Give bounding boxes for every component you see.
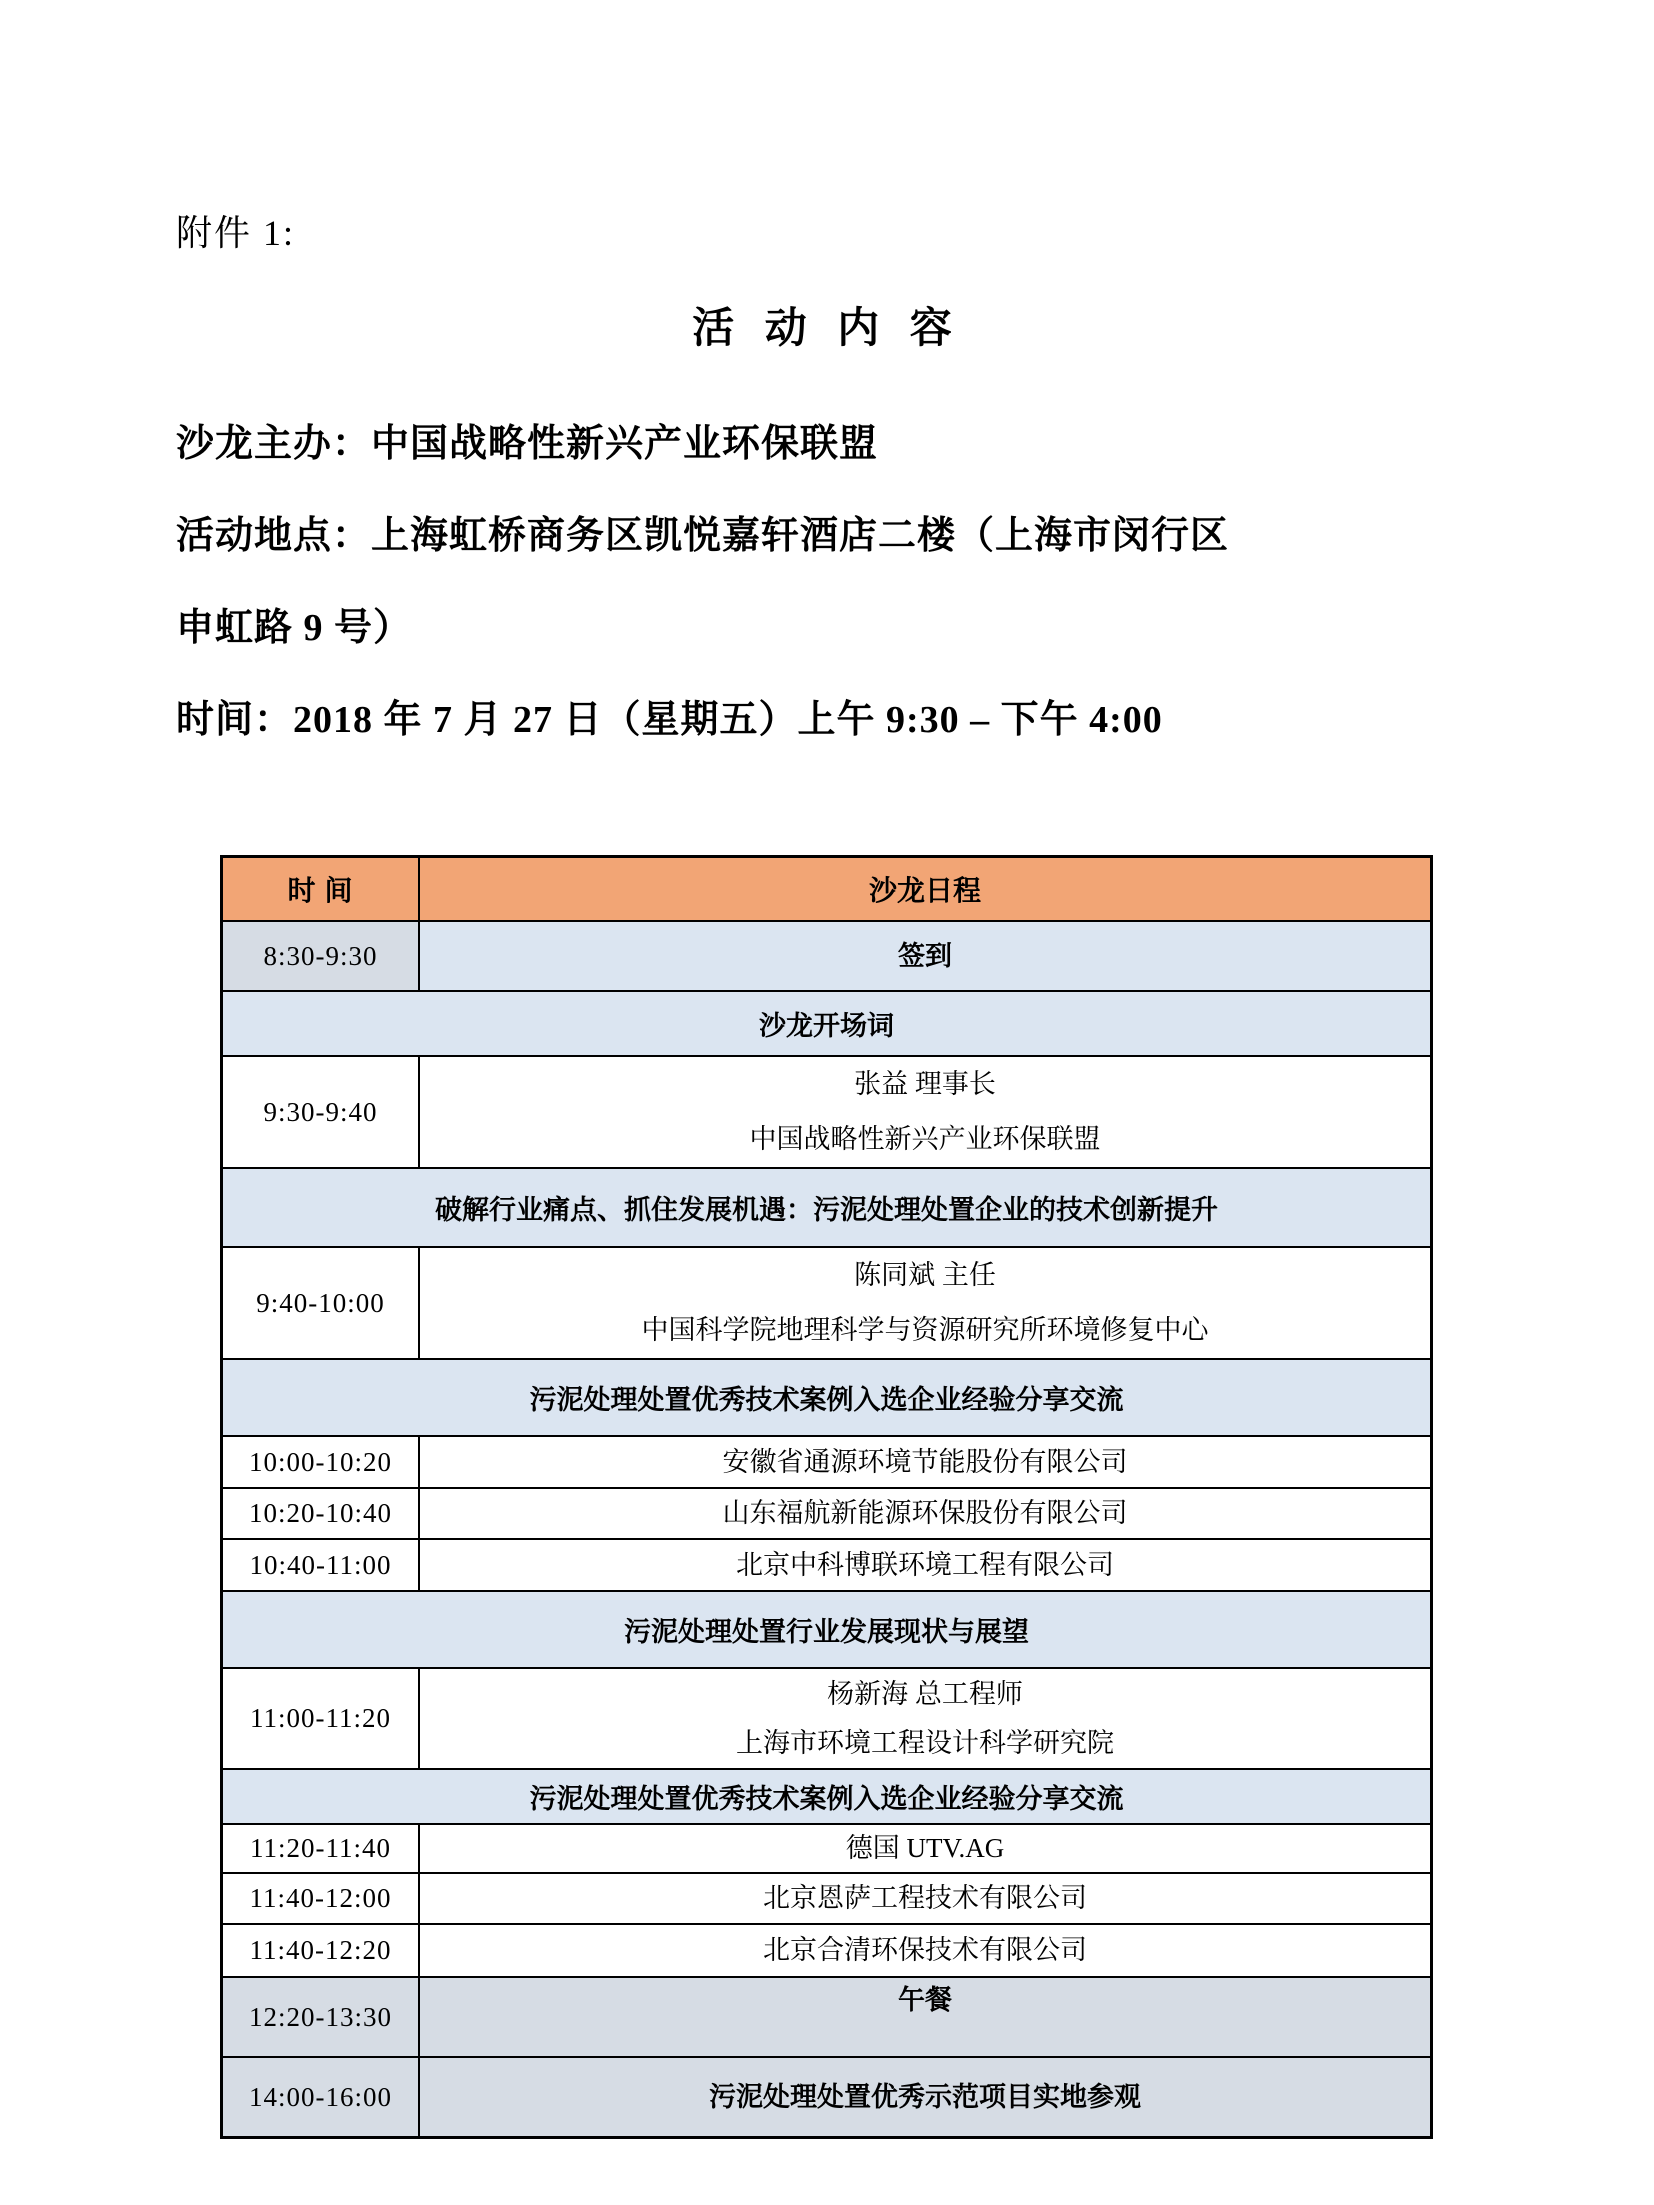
section-cell: 污泥处理处置行业发展现状与展望 xyxy=(624,1617,1029,1647)
table-row xyxy=(223,1167,1430,1246)
table-row xyxy=(223,1872,1430,1923)
time-cell: 14:00-16:00 xyxy=(223,2058,420,2136)
content-cell xyxy=(420,922,1430,990)
cell-line: 陈同斌 主任 xyxy=(854,1260,996,1291)
cell-line: 签到 xyxy=(898,940,952,971)
cell-line: 德国 UTV.AG xyxy=(845,1833,1005,1864)
header-cell-time: 时 间 xyxy=(223,858,420,920)
content-cell xyxy=(420,1489,1430,1538)
intro-block xyxy=(176,398,1486,766)
content-cell xyxy=(420,2058,1430,2136)
cell-line: 污泥处理处置优秀示范项目实地参观 xyxy=(709,2081,1141,2112)
time-cell: 11:20-11:40 xyxy=(223,1825,420,1872)
intro-line-time: 时间：2018 年 7 月 27 日（星期五）上午 9:30 – 下午 4:00 xyxy=(176,699,1163,741)
table-row xyxy=(223,920,1430,990)
time-cell: 8:30-9:30 xyxy=(223,922,420,990)
cell-line: 北京中科博联环境工程有限公司 xyxy=(736,1549,1114,1580)
table-row xyxy=(223,2056,1430,2136)
table-row xyxy=(223,1538,1430,1590)
table-row xyxy=(223,1768,1430,1823)
table-header-row xyxy=(223,858,1430,920)
time-cell: 11:40-12:00 xyxy=(223,1874,420,1923)
content-cell xyxy=(420,1978,1430,2056)
content-cell xyxy=(420,1248,1430,1358)
time-cell: 10:20-10:40 xyxy=(223,1489,420,1538)
cell-line: 午餐 xyxy=(898,1985,952,2015)
content-cell xyxy=(420,1825,1430,1872)
content-cell xyxy=(420,1925,1430,1976)
cell-line: 中国科学院地理科学与资源研究所环境修复中心 xyxy=(641,1315,1209,1346)
attachment-label: 附件 1: xyxy=(176,213,296,253)
section-cell: 沙龙开场词 xyxy=(759,1011,894,1041)
intro-line-address: 申虹路 9 号） xyxy=(176,607,413,649)
cell-line: 中国战略性新兴产业环保联盟 xyxy=(749,1124,1101,1155)
cell-line: 杨新海 总工程师 xyxy=(827,1678,1023,1709)
time-cell: 11:00-11:20 xyxy=(223,1669,420,1768)
content-cell xyxy=(420,1057,1430,1167)
time-cell: 10:00-10:20 xyxy=(223,1437,420,1487)
table-row xyxy=(223,1435,1430,1487)
cell-line: 北京恩萨工程技术有限公司 xyxy=(763,1883,1087,1914)
table-row xyxy=(223,1590,1430,1667)
time-cell: 12:20-13:30 xyxy=(223,1978,420,2056)
cell-line: 张益 理事长 xyxy=(854,1069,996,1100)
table-row xyxy=(223,1055,1430,1167)
table-row xyxy=(223,1246,1430,1358)
table-row xyxy=(223,1976,1430,2056)
cell-line: 安徽省通源环境节能股份有限公司 xyxy=(722,1446,1128,1477)
cell-line: 北京合清环保技术有限公司 xyxy=(763,1935,1087,1966)
table-row xyxy=(223,990,1430,1055)
content-cell xyxy=(420,1874,1430,1923)
table-row xyxy=(223,1823,1430,1872)
cell-line: 山东福航新能源环保股份有限公司 xyxy=(722,1498,1128,1529)
table-row xyxy=(223,1487,1430,1538)
section-cell: 破解行业痛点、抓住发展机遇：污泥处理处置企业的技术创新提升 xyxy=(435,1195,1218,1225)
time-cell: 10:40-11:00 xyxy=(223,1540,420,1590)
intro-line-location: 活动地点：上海虹桥商务区凯悦嘉轩酒店二楼（上海市闵行区 xyxy=(176,515,1230,557)
header-cell-schedule: 沙龙日程 xyxy=(868,876,981,907)
time-cell: 9:40-10:00 xyxy=(223,1248,420,1358)
schedule-table xyxy=(220,855,1433,2139)
section-cell: 污泥处理处置优秀技术案例入选企业经验分享交流 xyxy=(529,1385,1124,1415)
table-row xyxy=(223,1923,1430,1976)
time-cell: 9:30-9:40 xyxy=(223,1057,420,1167)
table-row xyxy=(223,1667,1430,1768)
cell-line: 上海市环境工程设计科学研究院 xyxy=(736,1728,1114,1759)
section-cell: 污泥处理处置优秀技术案例入选企业经验分享交流 xyxy=(529,1784,1124,1814)
content-cell xyxy=(420,1437,1430,1487)
time-cell: 11:40-12:20 xyxy=(223,1925,420,1976)
content-cell xyxy=(420,1540,1430,1590)
table-row xyxy=(223,1358,1430,1435)
content-cell xyxy=(420,1669,1430,1768)
intro-line-organizer: 沙龙主办：中国战略性新兴产业环保联盟 xyxy=(176,423,879,465)
page-title: 活 动 内 容 xyxy=(692,306,962,352)
